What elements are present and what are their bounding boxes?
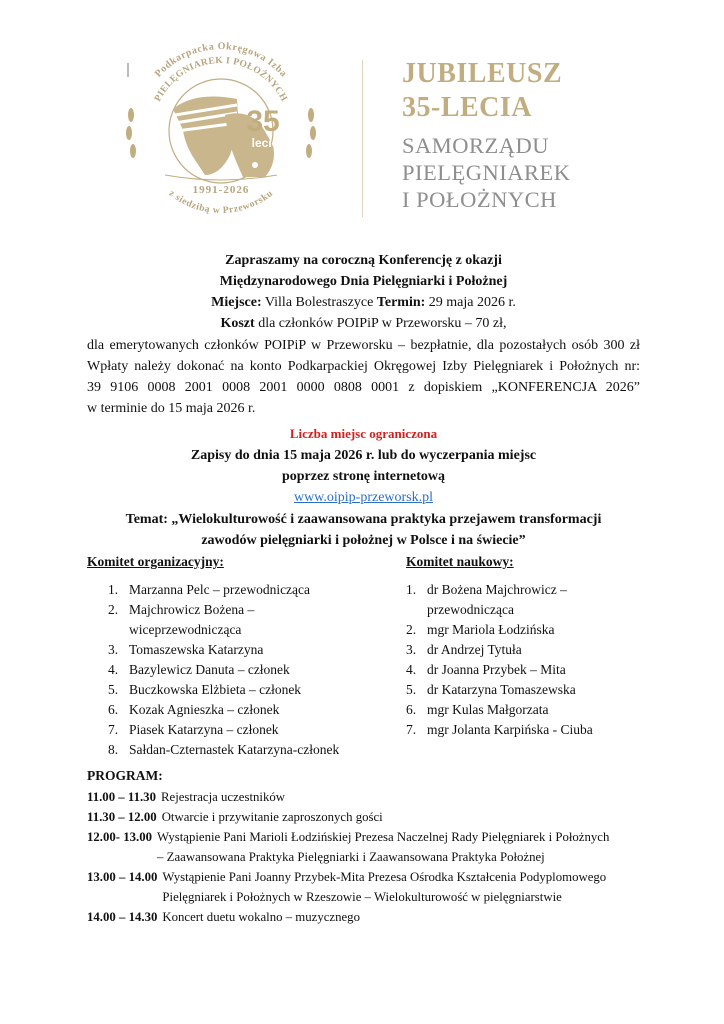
program-time: 11.00 – 11.30 [87,790,156,804]
logo-number-label: lecie [251,136,279,150]
list-number: 4. [108,662,119,677]
banner-line-1: JUBILEUSZ [402,58,563,89]
program-description-line: Wystąpienie Pani Marioli Łodzińskiej Prezesa Naczelnej Rady Pielęgniarek i Położnych [157,830,610,844]
list-number: 1. [108,582,119,597]
banner-line-4: PIELĘGNIAREK [402,160,571,185]
committee-member [108,600,408,640]
date-value: 29 maja 2026 r. [425,295,516,310]
payment-line-1: Wpłaty należy dokonać na konto Podkarpackiej Okręgowej Izby Pielęgniarek i Położnych nr: [87,359,640,374]
list-number: 6. [108,702,119,717]
program-description [162,867,606,907]
list-number: 1. [406,582,417,597]
committee-member [406,620,706,640]
program-item [87,907,360,927]
committee-member [108,660,408,680]
invitation-occasion: Międzynarodowego Dnia Pielęgniarki i Położnej [219,274,508,289]
committee-member [406,660,706,680]
payment-line-2: 39 9106 0008 2001 0008 2001 0000 0808 0001 z dopiskiem „KONFERENCJA 2026” [87,380,640,395]
topic-line-2: zawodów pielęgniarki i położnej w Polsce i na świecie” [201,533,526,548]
member-name-line: Marzanna Pelc – przewodnicząca [129,582,311,597]
program-description-line: Wystąpienie Pani Joanny Przybek-Mita Prezesa Ośrodka Kształcenia Podyplomowego [162,870,607,884]
member-name-line: Piasek Katarzyna – członek [129,722,279,737]
committee-member [108,680,408,700]
member-name-line: Sałdan-Czternastek Katarzyna-członek [129,742,340,757]
list-number: 7. [108,722,119,737]
member-name-line: mgr Mariola Łodzińska [427,622,555,637]
signup-line-2: poprzez stronę internetową [281,469,446,484]
scientific-committee-title: Komitet naukowy: [406,554,514,569]
list-number: 5. [406,682,417,697]
program-time: 11.30 – 12.00 [87,810,157,824]
program-description-line: Pielęgniarek i Położnych w Rzeszowie – Wielokulturowość w pielęgniarstwie [162,890,562,904]
committee-member [108,720,408,740]
website-link[interactable]: www.oipip-przeworsk.pl [293,490,434,505]
chamber-anniversary-logo [125,35,355,225]
list-number: 4. [406,662,417,677]
place-label: Miejsce: [211,295,262,310]
program-description-line: Rejestracja uczestników [160,790,285,804]
member-name-line: Majchrowicz Bożena – [129,602,255,617]
program-time: 14.00 – 14.30 [87,910,158,924]
list-number: 3. [406,642,417,657]
program-description [162,907,360,927]
signup-line-1: Zapisy do dnia 15 maja 2026 r. lub do wyczerpania miejsc [190,448,537,463]
cost-value: dla członków POIPiP w Przeworsku – 70 zł, [254,316,507,331]
place-date-line [87,292,640,313]
topic-line-1: Temat: „Wielokulturowość i zaawansowana praktyka przejawem transformacji [125,512,602,527]
program-description [157,827,609,867]
committee-member [406,580,706,620]
list-number: 7. [406,722,417,737]
date-label: Termin: [376,295,426,310]
member-name-line: dr Joanna Przybek – Mita [427,662,566,677]
member-name-line: Tomaszewska Katarzyna [129,642,264,657]
logo-years: 1991-2026 [192,184,250,196]
invitation-heading: Zapraszamy na coroczną Konferencję z okazji [225,253,502,268]
logo-number: 35 [246,105,280,138]
logo-divider [362,60,363,217]
banner-line-3: SAMORZĄDU [402,133,550,158]
program-item [87,787,285,807]
program-time: 13.00 – 14.00 [87,870,158,884]
member-name-line: Buczkowska Elżbieta – członek [129,682,302,697]
member-name-line: Bazylewicz Danuta – członek [129,662,290,677]
logo-arc-top-1: Podkarpacka Okręgowa Izba [152,40,290,80]
program-description-line: Koncert duetu wokalno – muzycznego [162,910,360,924]
list-number: 3. [108,642,119,657]
program-time: 12.00- 13.00 [87,830,153,844]
list-number: 6. [406,702,417,717]
banner-line-5: I POŁOŻNYCH [402,187,557,212]
limited-seats-notice: Liczba miejsc ograniczona [289,426,438,441]
cost-line [87,313,640,334]
member-name-line: przewodnicząca [427,602,514,617]
cost-line-2: dla emerytowanych członków POIPiP w Przeworsku – bezpłatnie, dla pozostałych osób 300 zł [87,338,640,353]
program-description-line: Otwarcie i przywitanie zaproszonych gości [161,810,383,824]
payment-line-3: w terminie do 15 maja 2026 r. [87,401,256,416]
member-name-line: wiceprzewodnicząca [129,622,242,637]
member-name-line: mgr Jolanta Karpińska - Ciuba [427,722,593,737]
committee-member [406,720,706,740]
program-item [87,807,383,827]
banner-line-2: 35-LECIA [402,92,533,123]
committee-member [108,700,408,720]
member-name-line: mgr Kulas Małgorzata [427,702,549,717]
website-line [87,487,640,508]
member-name-line: Kozak Agnieszka – członek [129,702,280,717]
member-name-line: dr Andrzej Tytuła [427,642,522,657]
program-title: PROGRAM: [87,768,163,783]
cost-label: Koszt [220,316,255,331]
list-number: 5. [108,682,119,697]
logo-arc-bottom: z siedzibą w Przeworsku [166,188,276,217]
committee-member [406,700,706,720]
logo-arc-top-2: PIELĘGNIAREK I POŁOŻNYCH [153,55,289,104]
program-item [87,867,606,907]
organizing-committee-title: Komitet organizacyjny: [87,554,224,569]
list-number: 8. [108,742,119,757]
committee-member [406,640,706,660]
list-number: 2. [108,602,119,617]
committee-member [108,580,408,600]
program-description [161,787,285,807]
program-description [162,807,383,827]
program-item [87,827,609,867]
committee-member [108,740,408,760]
committee-member [406,680,706,700]
list-number: 2. [406,622,417,637]
committee-member [108,640,408,660]
member-name-line: dr Bożena Majchrowicz – [427,582,567,597]
member-name-line: dr Katarzyna Tomaszewska [427,682,576,697]
program-description-line: – Zaawansowana Praktyka Pielęgniarki i Zaawansowana Praktyka Położnej [157,850,545,864]
place-value: Villa Bolestraszyce [261,295,377,310]
